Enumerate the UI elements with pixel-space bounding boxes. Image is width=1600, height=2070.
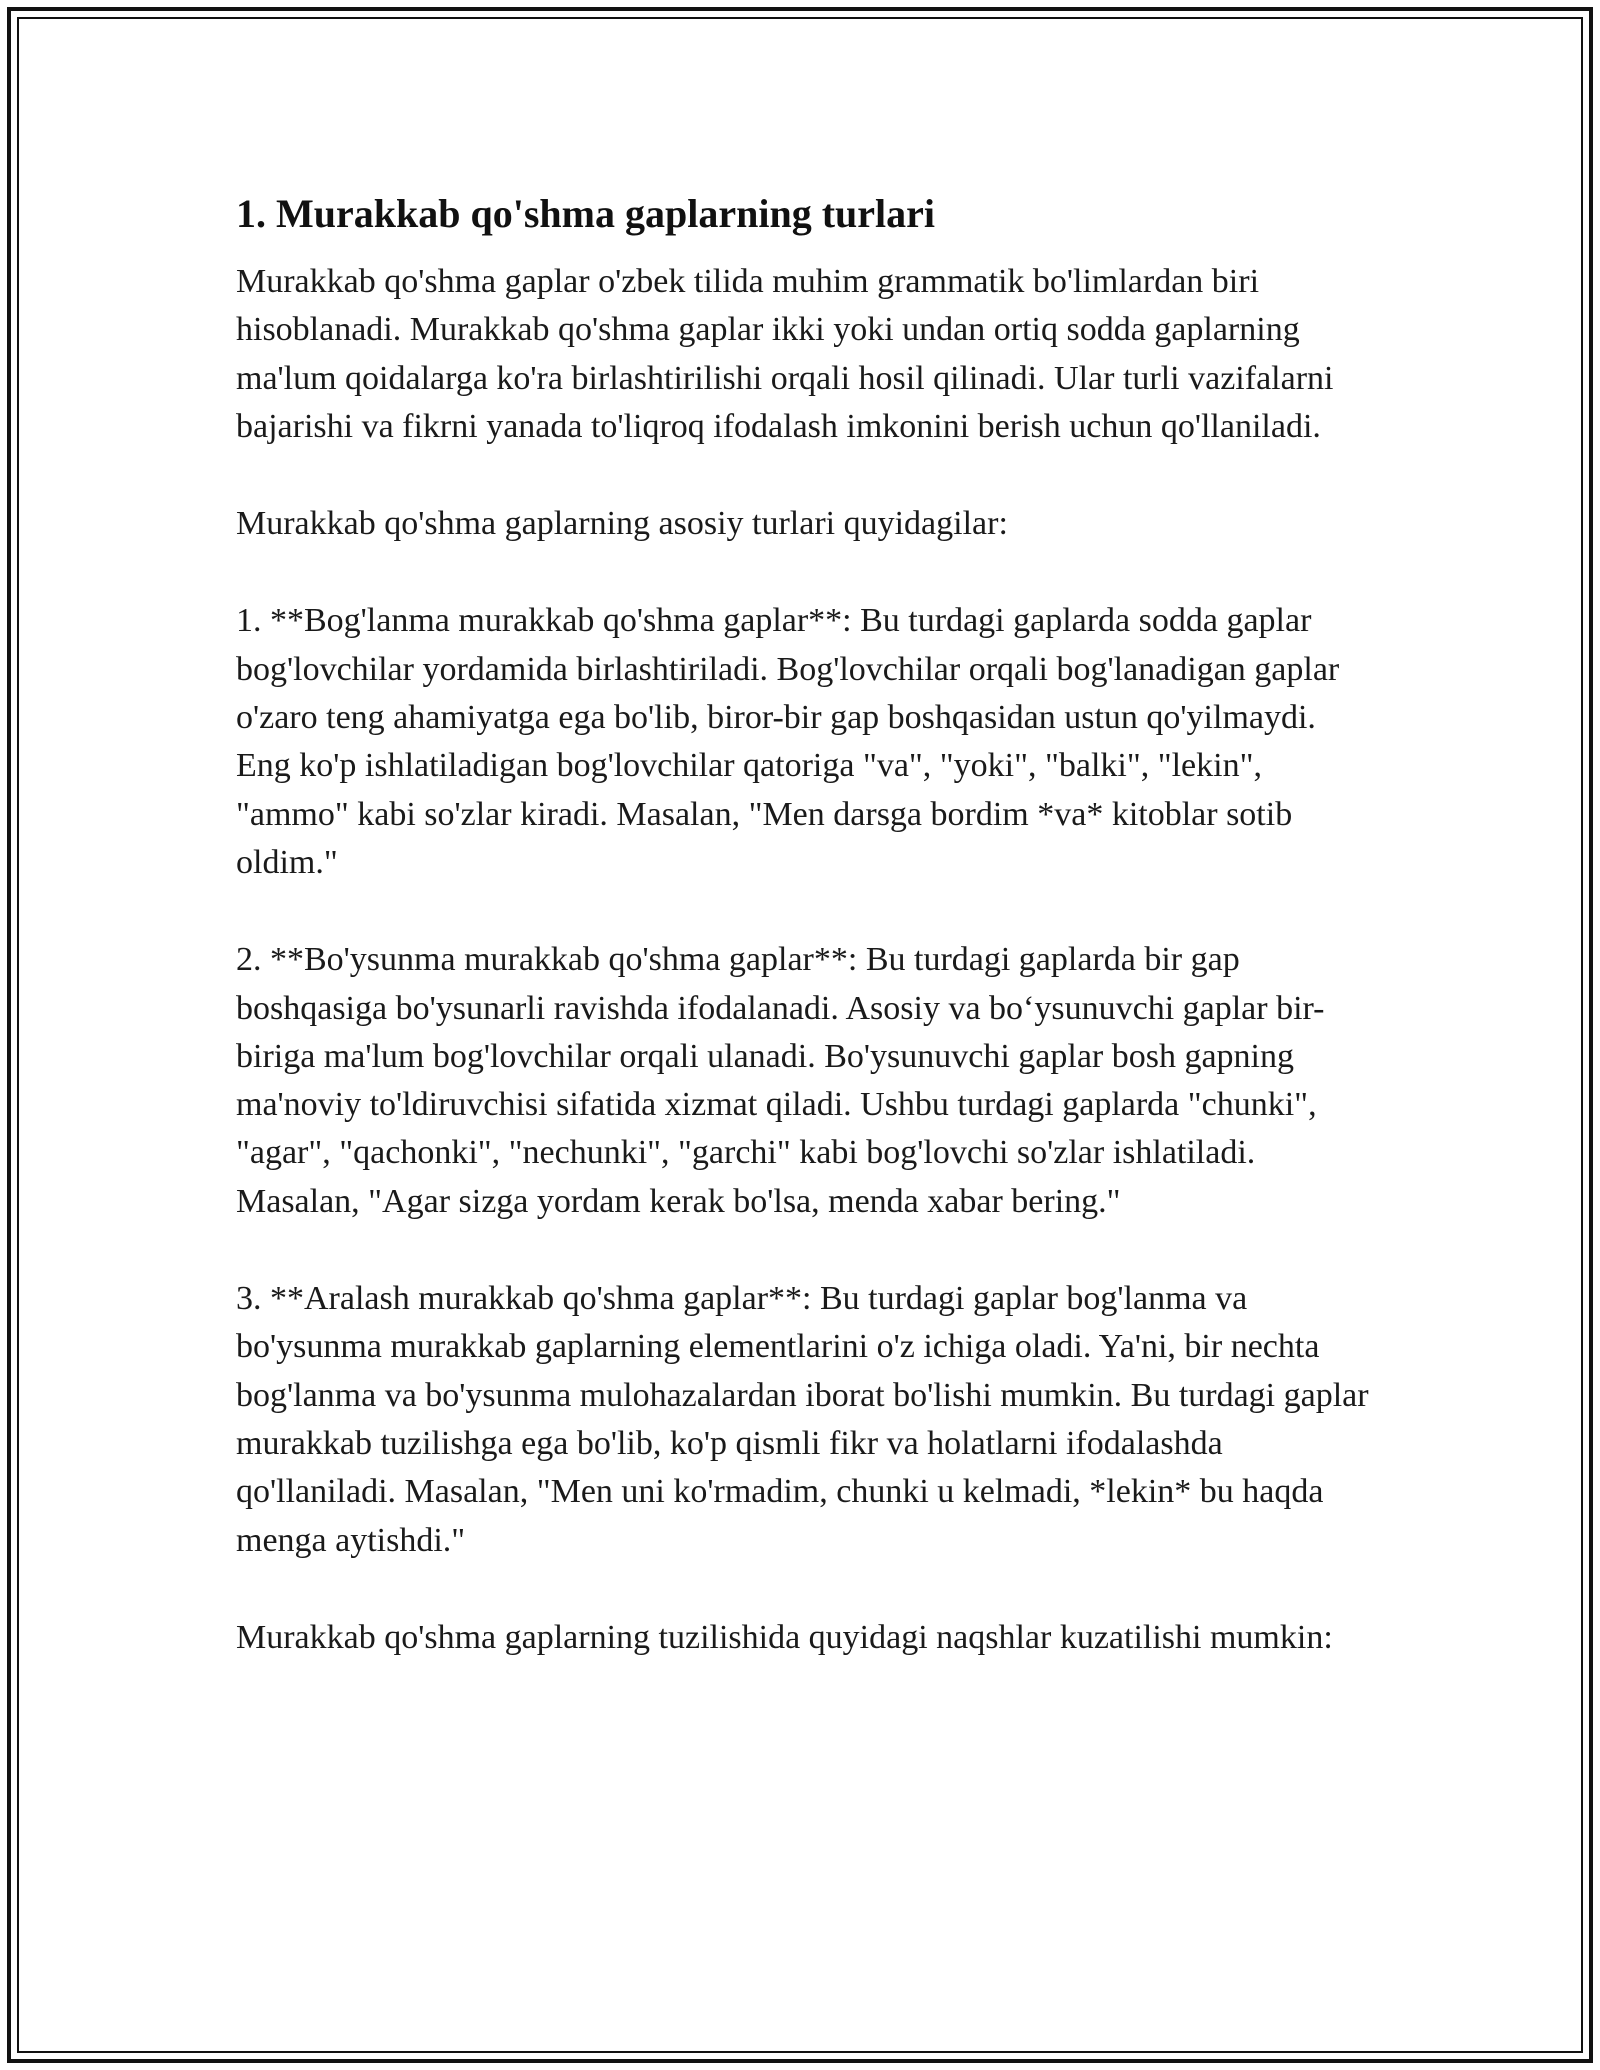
paragraph-intro: Murakkab qo'shma gaplar o'zbek tilida muhim grammatik bo'limlardan biri hisoblanadi. Murakkab qo'shma gaplar ikki yoki undan ortiq sodda gaplarning ma'lum qoidalarga ko'ra birlashtirilishi orqali hosil qilinadi. Ular turli vazifalarni bajarishi va fikrni yanada to'liqroq ifodalash imkonini berish uchun qo'llaniladi. <box>236 263 1334 445</box>
paragraph-type-boglanma: 1. **Bog'lanma murakkab qo'shma gaplar**: Bu turdagi gaplarda sodda gaplar bog'lovchilar yordamida birlashtiriladi. Bog'lovchilar orqali bog'lanadigan gaplar o'zaro teng ahamiyatga ega bo'lib, biror-bir gap boshqasidan ustun qo'yilmaydi. Eng ko'p ishlatiladigan bog'lovchilar qatoriga "va", "yoki", "balki", "lekin", "ammo" kabi so'zlar kiradi. Masalan, "Men darsga bordim *va* kitoblar sotib oldim." <box>236 602 1340 881</box>
document-title: 1. Murakkab qo'shma gaplarning turlari <box>236 191 936 236</box>
paragraph-type-boysunma: 2. **Bo'ysunma murakkab qo'shma gaplar**: Bu turdagi gaplarda bir gap boshqasiga bo'ysunarli ravishda ifodalanadi. Asosiy va bo‘ysunuvchi gaplar bir-biriga ma'lum bog'lovchilar orqali ulanadi. Bo'ysunuvchi gaplar bosh gapning ma'noviy to'ldiruvchisi sifatida xizmat qiladi. Ushbu turdagi gaplarda "chunki", "agar", "qachonki", "nechunki", "garchi" kabi bog'lovchi so'zlar ishlatiladi. Masalan, "Agar sizga yordam kerak bo'lsa, menda xabar bering." <box>236 941 1325 1220</box>
paragraph-patterns-lead: Murakkab qo'shma gaplarning tuzilishida quyidagi naqshlar kuzatilishi mumkin: <box>236 1618 1333 1656</box>
document-body <box>236 186 1376 1711</box>
paragraph-types-lead: Murakkab qo'shma gaplarning asosiy turlari quyidagilar: <box>236 505 1008 543</box>
paragraph-type-aralash: 3. **Aralash murakkab qo'shma gaplar**: Bu turdagi gaplar bog'lanma va bo'ysunma murakkab gaplarning elementlarini o'z ichiga oladi. Ya'ni, bir nechta bog'lanma va bo'ysunma mulohazalardan iborat bo'lishi mumkin. Bu turdagi gaplar murakkab tuzilishga ega bo'lib, ko'p qismli fikr va holatlarni ifodalashda qo'llaniladi. Masalan, "Men uni ko'rmadim, chunki u kelmadi, *lekin* bu haqda menga aytishdi." <box>236 1280 1369 1559</box>
